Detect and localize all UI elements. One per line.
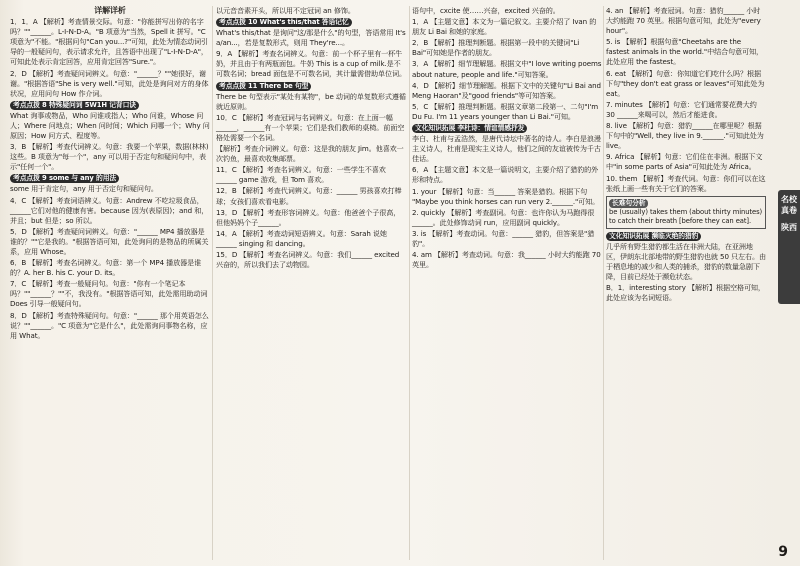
paragraph: 李白、杜甫与孟浩然，是唐代诗坛中著名的诗人。李白是浪漫主义诗人，杜甫是现实主义诗人，他们之间的友谊被传为千古佳话。 (412, 134, 601, 164)
paragraph: 【解析】考查介词辨义。句意：这是我的朋友 Jim。他喜欢一次钓鱼，最喜欢收集邮票。 (216, 144, 404, 164)
culture-heading: 文化知识拓展 李杜诗：情谊情感抒发 (412, 124, 527, 133)
paragraph: 6．A 【主题文意】本文是一篇说明文，主要介绍了猎豹的外形和特点。 (412, 165, 599, 185)
sentence-analysis-line: to catch their breath [before they can eat]. (609, 216, 752, 225)
page-number: 9 (778, 544, 788, 560)
paragraph: 13．D 【解析】考查形容词辨义。句意：他爸爸个子很高，但他妈妈个子______。 (216, 207, 401, 227)
paragraph: 10. them 【解析】考查代词。句意：你们可以在这张纸上画一些有关于它们的答案。 (606, 173, 766, 193)
paragraph: 5. is 【解析】根据句意"Cheetahs are the fastest animals in the world."中结合句意可知，此处应用 the fastest。 (606, 37, 764, 67)
paragraph: 8. live 【解析】句意：猎豹______在哪里呢？根据下句中的"Well, they live in 9.______."可知此处为 live。 (606, 121, 764, 151)
column-divider (409, 6, 410, 560)
paragraph: 4. am 【解析】考查动词。句意：我______ 小时大约能跑 70 英里。 (412, 250, 601, 270)
column-divider (603, 6, 604, 560)
paragraph: 4．C 【解析】考查词语辨义。句意：Andrew 不吃垃圾食品，______它们对他的健康有害。because 因为(表原因)；and 和，并且；but 但是；so 所以。 (10, 195, 209, 225)
paragraph: 语句中，cxcite 使……兴奋，excited 兴奋的。 (412, 6, 560, 15)
paragraph: 1. your 【解析】句意：当______ 答案是猎豹。根据下句 "Maybe you think horses can run very 2.______."可知。 (412, 186, 600, 206)
paragraph: 6．B 【解析】考查名词辨义。句意：第一个 MP4 播放器是谁的？A. her B. his C. your D. its。 (10, 258, 202, 278)
paragraph: 1．1．A 【解析】考查情景交际。句意："你能拼写出你的名字吗？""______。L-I-N-D-A。"B 项意为"当然，Spell it 拼写。"C 项意为"不能。"根据问句"Can you...?"可知，此处为情态动词引导的一般疑问句，表示请求允许，且答语中出现了"L-I-N-D-A"，可知此处表示肯定回答，应用肯定回答"Sure."。 (10, 17, 209, 67)
paragraph: some 用于肯定句，any 用于否定句和疑问句。 (10, 184, 158, 194)
paragraph: 7. minutes 【解析】句意：它们通常要花费大约 30 ______来喝可以，然后才能进食。 (606, 99, 757, 119)
sentence-analysis-line: be (usually) takes them (about thirty minutes) (609, 207, 763, 216)
paragraph: 6. eat 【解析】句意：你知道它们吃什么吗？根据下句"they don't eat grass or leaves"可知此处为 eat。 (606, 68, 765, 98)
paragraph: 2．D 【解析】考查疑问词辨义。句意："______？""她很好，谢谢。"根据答语"She is very well."可知，此处是询问对方的身体状况，应用问句 How 作介词。 (10, 68, 209, 98)
paragraph: 3．B 【解析】考查代词辨义。句意：我要一个苹果，数据(林林)这些。B 项意为"每一个"，any 可以用于否定句和疑问句中，表示"任何一个"。 (10, 142, 209, 172)
paragraph: 9. Africa 【解析】句意：它们住在非洲。根据下文中"in some parts of Asia"可知此处为 Africa。 (606, 152, 763, 172)
culture-heading: 文化知识拓展 濒临灭绝的猎豹 (606, 232, 701, 241)
paragraph: 7．C 【解析】考查一般疑问句。句意："你有一个笔记本吗？""______？""不，我没有。"根据答语可知，此处需用助动词 Does 引导一般疑问句。 (10, 279, 208, 309)
column-1 (10, 6, 210, 342)
paragraph: 2．B 【解析】推理判断题。根据第一段中的关键词"Li Bai"可知她是作者的朋友。 (412, 38, 580, 58)
paragraph: 5．C 【解析】推理判断题。根据文章第二段第一、二句"I'm Du Fu. I'm 11 years younger than Li Bai."可知。 (412, 101, 599, 121)
side-tab (778, 190, 800, 304)
side-tab-label: 陕西 (781, 223, 797, 232)
paragraph: 3. is 【解析】考查动词。句意：______ 猎豹，但答案是"猎豹"。 (412, 228, 595, 248)
paragraph: What 询事或物品，Who 问谁或指人；Who 问谁，Whose 问人；Where 问地点；When 问时间；Which 问哪一个；Why 问原因；How 问方式、程度等。 (10, 110, 210, 141)
paragraph: 1．A 【主题文意】本文为一篇记叙文。主要介绍了 Ivan 的朋友 Li Bai 和她的家庭。 (412, 17, 597, 37)
column-3 (412, 6, 602, 271)
paragraph: 4. an 【解析】考查冠词。句意：猎豹______ 小时大约能跑 70 英里。根据句意可知，此处为"every hour"。 (606, 6, 761, 36)
tip-heading: 考点点拨 11 There be 句型 (216, 82, 311, 91)
paragraph: 几乎所有野生猎豹都生活在非洲大陆，在亚洲地区，伊朗东北部地带的野生猎豹也就 50 只左右。由于栖息地的减少和人类的捕杀，猎豹的数量急剧下降，目前已经处于濒危状态。 (606, 241, 767, 281)
paragraph: 以元音音素开头，所以用不定冠词 an 修饰。 (216, 6, 355, 15)
paragraph: 15．D 【解析】考查名词辨义。句意：我们______ excited 兴奋的，所以我们去了动物园。 (216, 249, 400, 270)
paragraph: 12．B 【解析】考查代词辨义。句意：______ 男孩喜欢打棒球；女孩们喜欢看电影。 (216, 186, 402, 206)
paragraph: 14．A 【解析】考查动词短语辨义。句意：Sarah 说她______ singing 和 dancing。 (216, 228, 387, 248)
paragraph: 10．C 【解析】考查冠词与名词辨义。句意：在上面一幅______，______有一个苹果；它们是我们教师的桌椅。前面空格处需要一个名词。 (216, 112, 405, 142)
tip-heading: 考点点拨 9 some 与 any 的用法 (10, 174, 119, 183)
column-2 (216, 6, 406, 271)
sentence-analysis-box (606, 196, 766, 229)
paragraph: 2. quickly 【解析】考查副词。句意：也许你认为马跑得很______。此处修饰动词 run，应用副词 quickly。 (412, 207, 595, 227)
paragraph: 3．A 【解析】细节理解题。根据文中"I love writing poems about nature, people and life."可知答案。 (412, 59, 602, 79)
page-title: 详解详析 (94, 6, 126, 15)
paragraph: There be 句型表示"某处有某物"，be 动词的单复数形式遵循就近原则。 (216, 91, 406, 111)
side-tab-label: 名校真卷 (781, 195, 797, 215)
paragraph: 11．C 【解析】考查名词辨义。句意：一些学生不喜欢______ game 游戏，但 Tom 喜欢。 (216, 165, 386, 185)
tip-heading: 考点点拨 8 特殊疑问词 5W1H 记背口诀 (10, 101, 139, 110)
column-4 (606, 6, 766, 304)
paragraph: What's this/that 是询问"这/那是什么"的句型，答语常用 It's a/an...，若是复数形式，则用 They're...。 (216, 28, 406, 48)
paragraph: 9．A 【解析】考查名词辨义。句意：前一个杯子里有一杯牛奶，并且由于有两瓶面包。牛奶 This is a cup of milk.是不可数名词；bread 面包是不可数名词，其计量需借助单位词。 (216, 49, 406, 79)
tip-heading: 考点点拨 10 What's this/that 答语记忆 (216, 18, 352, 27)
paragraph: 8．D 【解析】考查特殊疑问句。句意："______ 那个用英语怎么说？""______。"C 项意为"它是什么"，此处需询问事物名称，应用 What。 (10, 310, 209, 340)
sentence-analysis-heading: 长难句分析 (609, 199, 648, 208)
column-divider (212, 6, 213, 560)
paragraph: 4．D 【解析】细节理解题。根据下文中的关键句"Li Bai and Meng Haoran"及"good friends"等可知答案。 (412, 80, 601, 100)
paragraph: 5．D 【解析】考查疑问词辨义。句意："______ MP4 播放器是谁的？""它是我的。"根据答语可知，此处询问的是物品的所属关系，应用 Whose。 (10, 226, 209, 256)
paragraph: B．1．interesting story 【解析】根据空格可知，此处应该为名词短语。 (606, 283, 765, 303)
